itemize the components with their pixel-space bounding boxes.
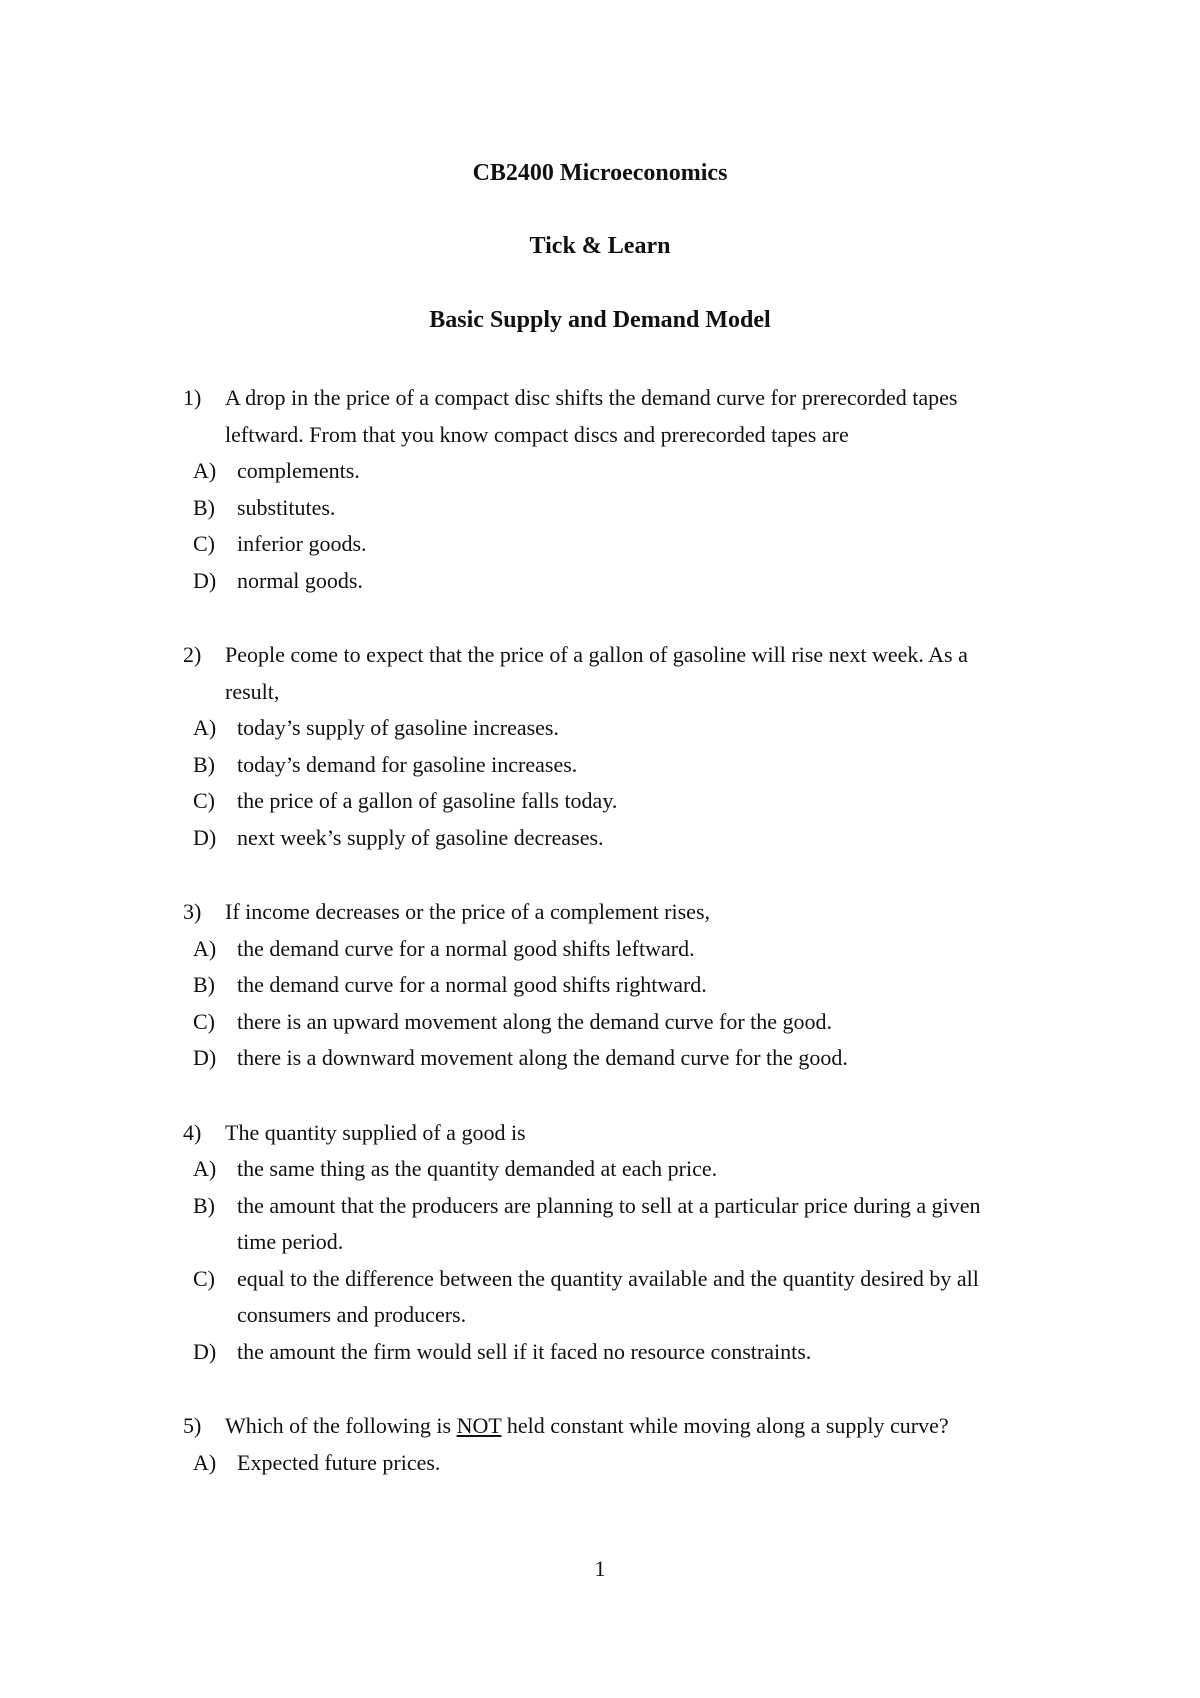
option-text: complements. — [237, 458, 360, 483]
document-subtitle: Tick & Learn — [529, 233, 671, 259]
question-number: 2) — [183, 642, 202, 667]
document-title: CB2400 Microeconomics — [472, 160, 728, 186]
question-stem — [183, 894, 1013, 931]
question-number: 4) — [183, 1119, 202, 1145]
question-text: A drop in the price of a compact disc shifts the demand curve for prerecorded tapes leftward. From that you know compact discs and prerecorded tapes are — [225, 385, 958, 447]
option-text: there is an upward movement along the demand curve for the good. — [237, 1008, 833, 1034]
option-letter: D) — [193, 1338, 217, 1364]
answer-option-d — [183, 563, 1013, 600]
option-letter: B) — [193, 1192, 215, 1218]
answer-option-b — [183, 1188, 1013, 1261]
option-letter: A) — [193, 458, 217, 483]
option-text: substitutes. — [237, 494, 336, 520]
option-letter: D) — [193, 824, 217, 850]
option-text: the same thing as the quantity demanded at each price. — [237, 1156, 718, 1181]
option-letter: A) — [193, 1449, 217, 1475]
answer-option-d — [183, 820, 1013, 857]
answer-option-a — [183, 931, 1013, 968]
option-text: the amount that the producers are planning to sell at a particular price during a given time period. — [237, 1192, 981, 1254]
question-4 — [183, 1115, 1013, 1371]
question-5 — [183, 1408, 1013, 1481]
option-letter: D) — [193, 1045, 217, 1070]
question-text: People come to expect that the price of a gallon of gasoline will rise next week. As a result, — [225, 642, 968, 704]
option-letter: C) — [193, 788, 215, 813]
page-number: 1 — [594, 1556, 606, 1581]
question-1 — [183, 380, 1013, 599]
question-3 — [183, 894, 1013, 1077]
question-number: 3) — [183, 899, 202, 924]
answer-option-c — [183, 1261, 1013, 1334]
question-stem — [183, 380, 1013, 453]
option-text: the demand curve for a normal good shifts leftward. — [237, 935, 695, 961]
answer-option-a — [183, 453, 1013, 490]
option-letter: A) — [193, 1156, 217, 1181]
option-text: inferior goods. — [237, 531, 367, 556]
answer-option-b — [183, 747, 1013, 784]
option-letter: C) — [193, 1265, 215, 1291]
option-text: the amount the firm would sell if it faced no resource constraints. — [237, 1338, 812, 1364]
emphasis-not: NOT — [456, 1413, 502, 1438]
option-text: next week’s supply of gasoline decreases. — [237, 824, 604, 850]
option-letter: A) — [193, 935, 217, 961]
document-topic: Basic Supply and Demand Model — [429, 307, 771, 333]
question-stem — [183, 1408, 1013, 1445]
option-letter: A) — [193, 715, 217, 740]
answer-option-c — [183, 526, 1013, 563]
option-text: today’s supply of gasoline increases. — [237, 715, 559, 740]
question-number: 5) — [183, 1413, 202, 1438]
answer-option-b — [183, 490, 1013, 527]
answer-option-a — [183, 1151, 1013, 1188]
option-letter: C) — [193, 1008, 215, 1034]
question-stem — [183, 1115, 1013, 1152]
question-text-after: held constant while moving along a supply curve? — [501, 1413, 949, 1438]
option-text: today’s demand for gasoline increases. — [237, 751, 578, 777]
option-text: there is a downward movement along the demand curve for the good. — [237, 1045, 848, 1070]
answer-option-d — [183, 1040, 1013, 1077]
option-letter: B) — [193, 494, 215, 520]
question-number: 1) — [183, 385, 202, 410]
option-text: the demand curve for a normal good shifts rightward. — [237, 972, 707, 997]
answer-option-b — [183, 967, 1013, 1004]
option-letter: C) — [193, 531, 215, 556]
answer-option-c — [183, 783, 1013, 820]
answer-option-a — [183, 710, 1013, 747]
option-text: equal to the difference between the quantity available and the quantity desired by all consumers and producers. — [237, 1265, 979, 1327]
option-text: normal goods. — [237, 567, 363, 593]
question-text: The quantity supplied of a good is — [225, 1119, 526, 1145]
question-stem — [183, 637, 1013, 710]
answer-option-a — [183, 1445, 1013, 1482]
question-text: If income decreases or the price of a complement rises, — [225, 899, 711, 924]
option-letter: D) — [193, 567, 217, 593]
option-letter: B) — [193, 751, 215, 777]
answer-option-d — [183, 1334, 1013, 1371]
option-text: Expected future prices. — [237, 1449, 441, 1475]
option-letter: B) — [193, 972, 215, 997]
answer-option-c — [183, 1004, 1013, 1041]
question-text — [225, 1408, 1013, 1445]
question-list — [183, 380, 1013, 1519]
option-text: the price of a gallon of gasoline falls today. — [237, 788, 618, 813]
question-2 — [183, 637, 1013, 856]
question-text-before: Which of the following is — [225, 1413, 457, 1438]
